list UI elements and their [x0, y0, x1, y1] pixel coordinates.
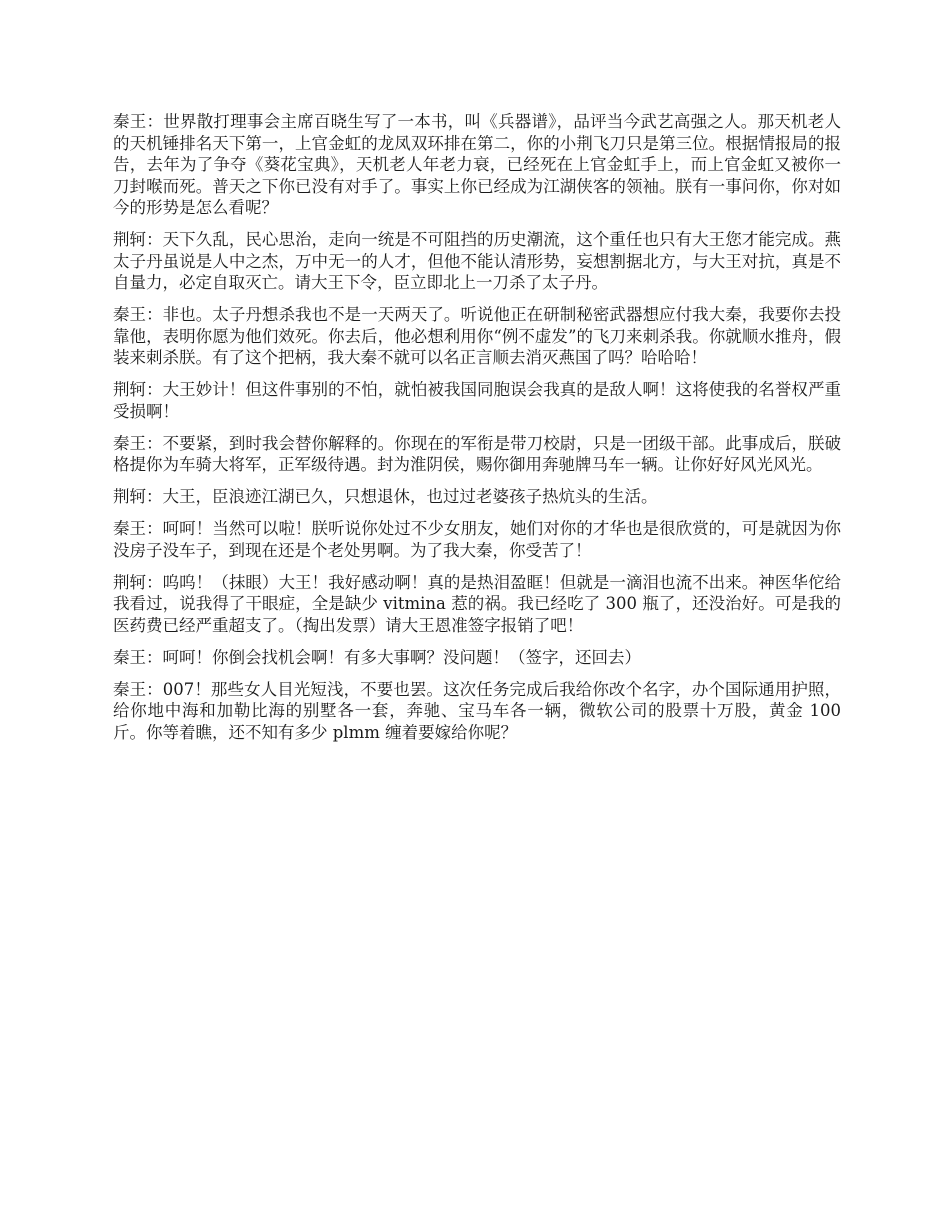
- dialogue-paragraph: 秦王：呵呵！你倒会找机会啊！有多大事啊？没问题！（签字，还回去）: [113, 647, 641, 667]
- document-page: [113, 111, 841, 754]
- dialogue-paragraph: 秦王：呵呵！当然可以啦！朕听说你处过不少女朋友，她们对你的才华也是很欣赏的，可是就因为你没房子没车子，到现在还是个老处男啊。为了我大秦，你受苦了！: [113, 519, 841, 560]
- dialogue-paragraph: 荆轲：大王妙计！但这件事别的不怕，就怕被我国同胞误会我真的是敌人啊！这将使我的名誉权严重受损啊！: [113, 380, 841, 421]
- dialogue-paragraph: 秦王：不要紧，到时我会替你解释的。你现在的军衔是带刀校尉，只是一团级干部。此事成后，朕破格提你为车骑大将军，正军级待遇。封为淮阴侯，赐你御用奔驰牌马车一辆。让你好好风光风光。: [113, 433, 841, 474]
- dialogue-paragraph: 荆轲：大王，臣浪迹江湖已久，只想退休，也过过老婆孩子热炕头的生活。: [113, 487, 658, 506]
- dialogue-paragraph: 秦王：世界散打理事会主席百晓生写了一本书，叫《兵器谱》，品评当今武艺高强之人。那天机老人的天机锤排名天下第一，上官金虹的龙凤双环排在第二，你的小荆飞刀只是第三位。根据情报局的报告，去年为了争夺《葵花宝典》，天机老人年老力衰，已经死在上官金虹手上，而上官金虹又被你一刀封喉而死。普天之下你已没有对手了。事实上你已经成为江湖侠客的领袖。朕有一事问你，你对如今的形势是怎么看呢？: [113, 112, 841, 217]
- dialogue-paragraph: 荆轲：天下久乱，民心思治，走向一统是不可阻挡的历史潮流，这个重任也只有大王您才能完成。燕太子丹虽说是人中之杰，万中无一的人才，但他不能认清形势，妄想割据北方，与大王对抗，真是不自量力，必定自取灭亡。请大王下令，臣立即北上一刀杀了太子丹。: [113, 230, 841, 292]
- dialogue-paragraph: 秦王：007！那些女人目光短浅，不要也罢。这次任务完成后我给你改个名字，办个国际通用护照，给你地中海和加勒比海的别墅各一套，奔驰、宝马车各一辆，微软公司的股票十万股，黄金 100 斤。你等着瞧，还不知有多少 plmm 缠着要嫁给你呢？: [113, 679, 841, 742]
- dialogue-paragraph: 荆轲：呜呜！（抹眼）大王！我好感动啊！真的是热泪盈眶！但就是一滴泪也流不出来。神医华佗给我看过，说我得了干眼症，全是缺少 vitmina 惹的祸。我已经吃了 300 瓶了，还没治好。可是我的医药费已经严重超支了。（掏出发票）请大王恩准签字报销了吧！: [113, 572, 841, 635]
- dialogue-paragraph: 秦王：非也。太子丹想杀我也不是一天两天了。听说他正在研制秘密武器想应付我大秦，我要你去投靠他，表明你愿为他们效死。你去后，他必想利用你“例不虚发”的飞刀来刺杀我。你就顺水推舟，假装来刺杀朕。有了这个把柄，我大秦不就可以名正言顺去消灭燕国了吗？哈哈哈！: [113, 305, 841, 367]
